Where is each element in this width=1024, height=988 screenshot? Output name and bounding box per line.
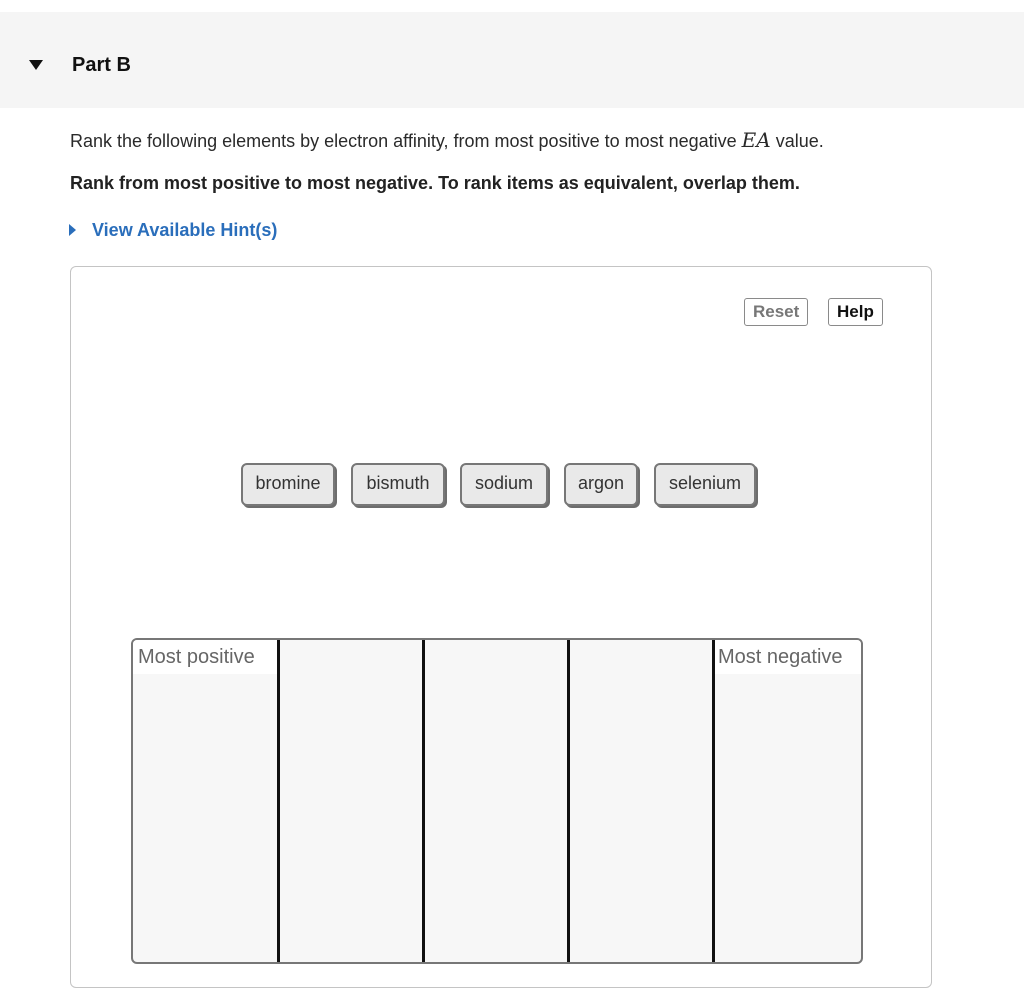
caret-right-icon xyxy=(68,223,77,237)
bin-divider xyxy=(277,640,280,962)
part-header[interactable] xyxy=(0,12,1024,108)
most-positive-label: Most positive xyxy=(133,640,277,674)
caret-down-icon[interactable] xyxy=(28,59,44,71)
draggable-item-sodium[interactable]: sodium xyxy=(460,463,548,506)
question-text-before: Rank the following elements by electron affinity, from most positive to most negative xyxy=(70,131,737,151)
most-negative-label: Most negative xyxy=(713,640,863,674)
ranking-widget xyxy=(70,266,932,988)
help-button[interactable]: Help xyxy=(828,298,883,326)
draggable-item-bromine[interactable]: bromine xyxy=(241,463,335,506)
question-text xyxy=(70,128,824,152)
draggable-item-selenium[interactable]: selenium xyxy=(654,463,756,506)
ranking-bin[interactable] xyxy=(131,638,863,964)
ea-symbol: EA xyxy=(741,128,771,152)
bin-divider xyxy=(422,640,425,962)
instruction-text: Rank from most positive to most negative. To rank items as equivalent, overlap them. xyxy=(70,173,800,193)
draggable-item-argon[interactable]: argon xyxy=(564,463,638,506)
bin-divider xyxy=(712,640,715,962)
draggable-item-bismuth[interactable]: bismuth xyxy=(351,463,445,506)
bin-divider xyxy=(567,640,570,962)
part-title: Part B xyxy=(72,54,131,76)
question-text-after: value. xyxy=(775,131,824,151)
reset-button[interactable]: Reset xyxy=(744,298,808,326)
view-hints-label: View Available Hint(s) xyxy=(92,220,278,240)
view-hints-link[interactable] xyxy=(68,220,277,241)
